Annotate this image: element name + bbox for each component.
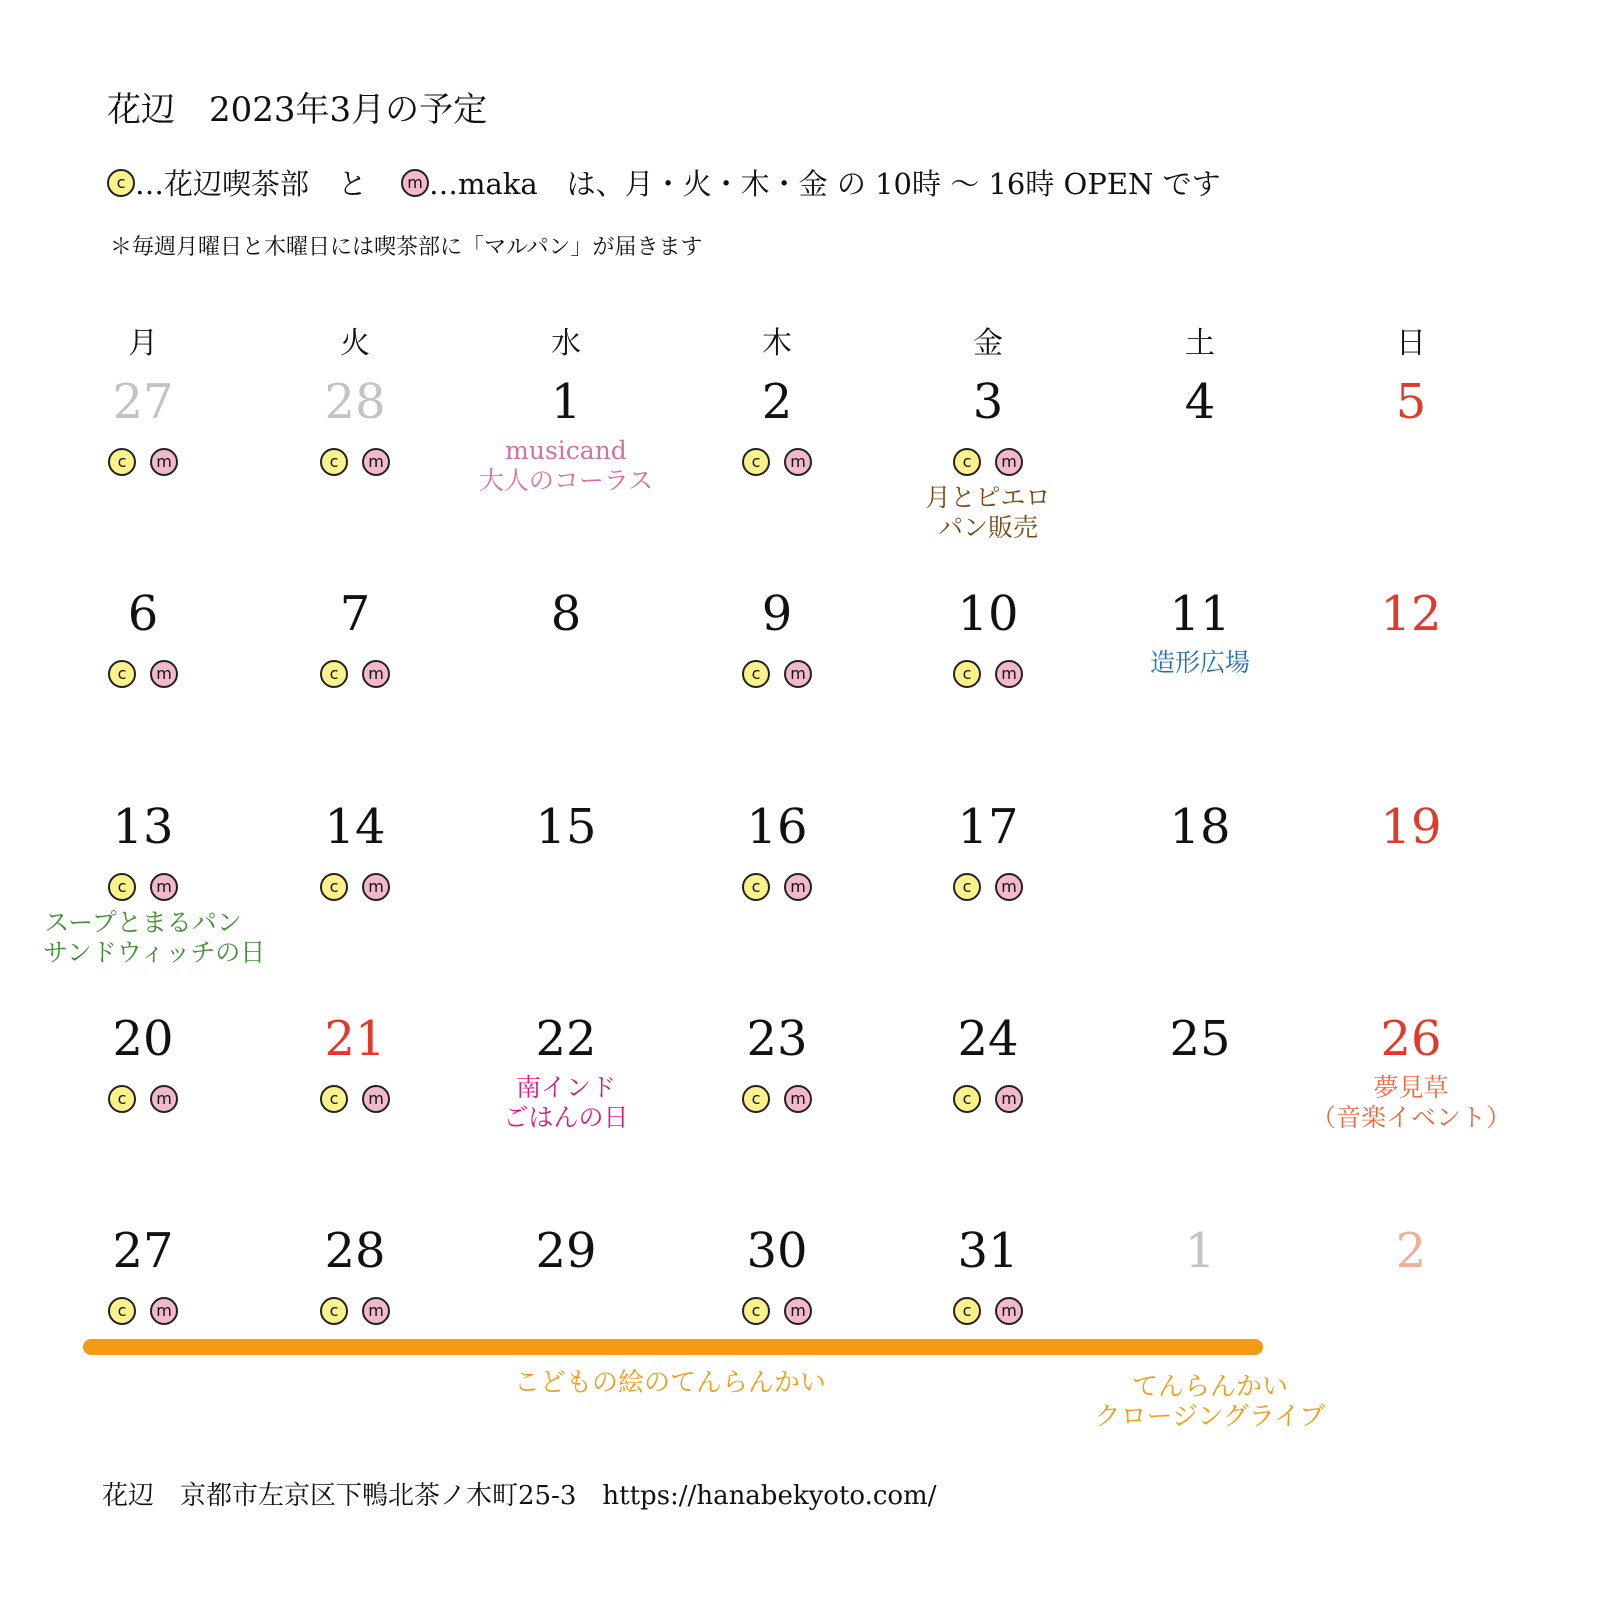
cafe-badge-icon: c	[108, 660, 136, 688]
day-number: 2	[1395, 1223, 1427, 1279]
cafe-badge-icon: c	[953, 1297, 981, 1325]
event-label: 南インド ごはんの日	[503, 1073, 629, 1132]
event-label: musicand 大人のコーラス	[478, 436, 654, 495]
calendar-day	[1311, 1011, 1512, 1132]
maka-badge-icon: m	[150, 660, 178, 688]
weekday-label: 月	[128, 326, 158, 361]
calendar-day	[677, 586, 877, 690]
calendar-day	[1100, 586, 1300, 690]
calendar-day	[677, 799, 877, 903]
exhibition-period-bar	[83, 1339, 1263, 1355]
day-number: 25	[1169, 1011, 1231, 1067]
calendar-day	[255, 374, 455, 478]
cafe-badge-icon: c	[108, 448, 136, 476]
cafe-badge-icon: c	[742, 1085, 770, 1113]
maka-badge-icon: m	[784, 1085, 812, 1113]
day-number: 31	[957, 1223, 1019, 1279]
day-number: 7	[339, 586, 371, 642]
maka-badge-icon: m	[995, 660, 1023, 688]
calendar-day	[43, 799, 266, 967]
day-number: 22	[535, 1011, 597, 1067]
calendar-day	[888, 586, 1088, 690]
cafe-badge-icon: c	[742, 1297, 770, 1325]
weekday-label: 金	[973, 326, 1003, 361]
day-number: 28	[324, 374, 386, 430]
calendar-day	[888, 1011, 1088, 1115]
day-number: 3	[972, 374, 1004, 430]
calendar-day	[677, 1223, 877, 1327]
maka-badge-icon: m	[150, 1085, 178, 1113]
calendar-day	[466, 1223, 666, 1327]
cafe-badge-icon: c	[953, 873, 981, 901]
calendar-day	[43, 1223, 243, 1327]
calendar-day	[1311, 799, 1511, 903]
maka-legend-text: …maka は、月・火・木・金 の 10時 ～ 16時 OPEN です	[429, 167, 1221, 201]
day-number: 23	[746, 1011, 808, 1067]
day-number: 1	[550, 374, 582, 430]
page-title: 花辺 2023年3月の予定	[107, 90, 488, 130]
cafe-badge-icon: c	[320, 1297, 348, 1325]
event-label: 夢見草 （音楽イベント）	[1311, 1073, 1512, 1132]
maka-badge-icon: m	[784, 660, 812, 688]
weekday-label: 木	[762, 326, 792, 361]
weekday-label: 土	[1185, 326, 1215, 361]
day-number: 12	[1380, 586, 1442, 642]
cafe-badge-icon: c	[953, 1085, 981, 1113]
day-number: 5	[1395, 374, 1427, 430]
calendar-day	[255, 1011, 455, 1115]
maka-badge-icon: m	[362, 1085, 390, 1113]
day-number: 6	[127, 586, 159, 642]
address-footer: 花辺 京都市左京区下鴨北茶ノ木町25-3 https://hanabekyoto.com/	[102, 1481, 937, 1511]
maka-badge-icon: m	[362, 1297, 390, 1325]
calendar-day	[43, 586, 243, 690]
cafe-badge-icon: c	[108, 1085, 136, 1113]
cafe-badge-icon: c	[320, 873, 348, 901]
calendar-day	[466, 586, 666, 690]
calendar-day	[255, 1223, 455, 1327]
day-number: 8	[550, 586, 582, 642]
day-number: 26	[1380, 1011, 1442, 1067]
calendar-day	[1311, 374, 1511, 478]
calendar-day	[1100, 1223, 1300, 1327]
exhibition-label: こどもの絵のてんらんかい	[513, 1368, 826, 1398]
maka-badge-icon: m	[995, 1297, 1023, 1325]
maka-badge-icon: m	[362, 448, 390, 476]
calendar-day	[466, 374, 666, 495]
cafe-badge-icon: c	[742, 448, 770, 476]
calendar-day	[466, 1011, 666, 1132]
maka-badge-icon: m	[150, 1297, 178, 1325]
day-number: 27	[112, 374, 174, 430]
calendar-day	[677, 374, 877, 478]
calendar-day	[43, 374, 243, 478]
calendar-day	[888, 799, 1088, 903]
cafe-badge-icon: c	[742, 873, 770, 901]
calendar-day	[466, 799, 666, 903]
day-number: 18	[1169, 799, 1231, 855]
day-number: 16	[746, 799, 808, 855]
day-number: 21	[324, 1011, 386, 1067]
day-number: 9	[761, 586, 793, 642]
day-number: 14	[324, 799, 386, 855]
cafe-badge-icon: c	[742, 660, 770, 688]
day-number: 17	[957, 799, 1019, 855]
calendar-day	[255, 586, 455, 690]
calendar-day	[1311, 1223, 1511, 1327]
calendar-day	[1100, 799, 1300, 903]
day-number: 20	[112, 1011, 174, 1067]
event-label: 月とピエロ パン販売	[925, 483, 1051, 542]
day-number: 1	[1184, 1223, 1216, 1279]
maka-badge-icon: m	[784, 1297, 812, 1325]
cafe-badge-icon: c	[953, 660, 981, 688]
maka-badge-icon: m	[150, 448, 178, 476]
day-number: 11	[1169, 586, 1231, 642]
cafe-badge-icon: c	[320, 448, 348, 476]
calendar-day	[888, 1223, 1088, 1327]
cafe-badge-icon: c	[953, 448, 981, 476]
maka-badge-icon: m	[995, 1085, 1023, 1113]
calendar-day	[888, 374, 1088, 542]
cafe-badge-icon: c	[320, 660, 348, 688]
day-number: 19	[1380, 799, 1442, 855]
bread-delivery-note: ＊毎週月曜日と木曜日には喫茶部に「マルパン」が届きます	[110, 235, 703, 260]
weekday-label: 水	[551, 326, 581, 361]
maka-badge-icon: m	[401, 169, 429, 197]
day-number: 10	[957, 586, 1019, 642]
maka-badge-icon: m	[784, 448, 812, 476]
maka-badge-icon: m	[784, 873, 812, 901]
weekday-label: 日	[1396, 326, 1426, 361]
day-number: 27	[112, 1223, 174, 1279]
opening-hours-legend	[107, 162, 1221, 203]
calendar-day	[255, 799, 455, 903]
day-number: 4	[1184, 374, 1216, 430]
cafe-badge-icon: c	[320, 1085, 348, 1113]
maka-badge-icon: m	[150, 873, 178, 901]
calendar-day	[677, 1011, 877, 1115]
maka-badge-icon: m	[995, 873, 1023, 901]
exhibition-closing-live: てんらんかい クロージングライブ	[1094, 1372, 1326, 1432]
day-number: 30	[746, 1223, 808, 1279]
day-number: 13	[112, 799, 174, 855]
calendar-day	[1311, 586, 1511, 690]
day-number: 2	[761, 374, 793, 430]
cafe-badge-icon: c	[108, 873, 136, 901]
maka-badge-icon: m	[995, 448, 1023, 476]
event-label: 造形広場	[1149, 648, 1250, 677]
cafe-badge-icon: c	[107, 169, 135, 197]
calendar-day	[1100, 374, 1300, 478]
day-number: 29	[535, 1223, 597, 1279]
calendar-day	[43, 1011, 243, 1115]
day-number: 15	[535, 799, 597, 855]
maka-badge-icon: m	[362, 660, 390, 688]
calendar-day	[1100, 1011, 1300, 1115]
cafe-badge-icon: c	[108, 1297, 136, 1325]
weekday-label: 火	[340, 326, 370, 361]
day-number: 24	[957, 1011, 1019, 1067]
cafe-legend-text: …花辺喫茶部 と	[135, 167, 368, 201]
event-label: スープとまるパン サンドウィッチの日	[43, 908, 266, 967]
day-number: 28	[324, 1223, 386, 1279]
maka-badge-icon: m	[362, 873, 390, 901]
